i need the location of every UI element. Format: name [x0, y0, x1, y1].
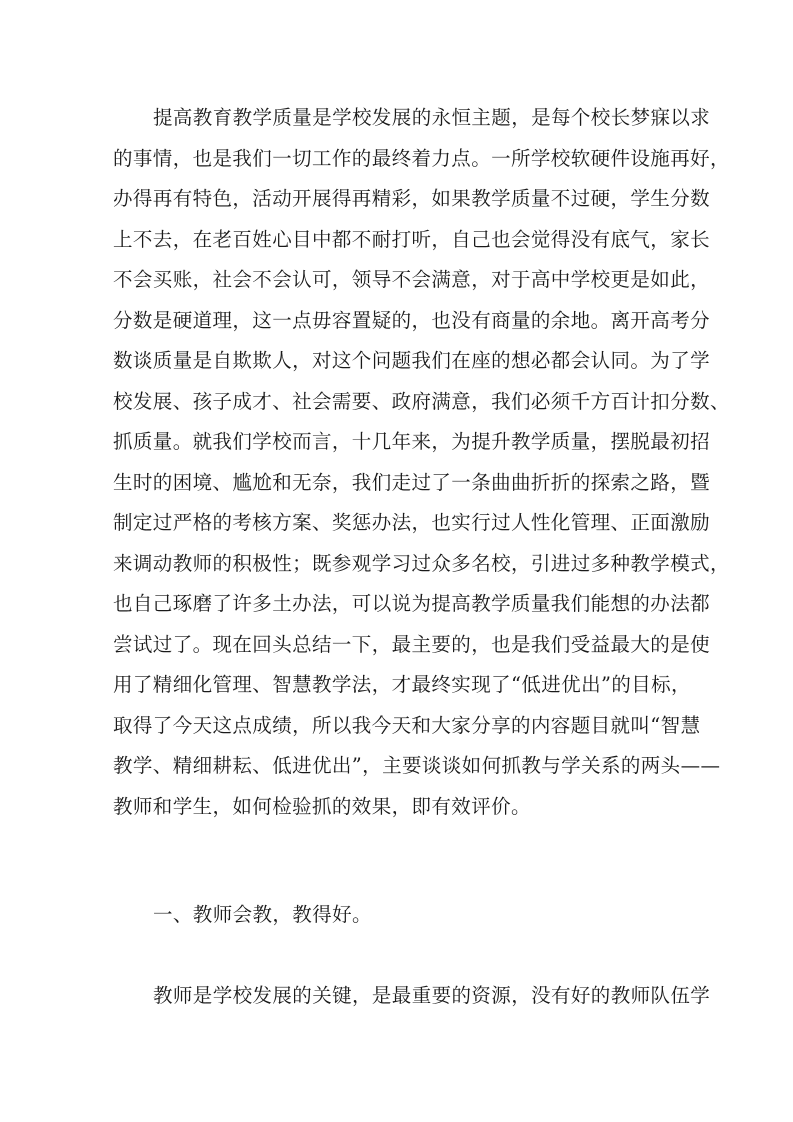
paragraph-line: 教师和学生，如何检验抓的效果，即有效评价。 — [113, 794, 531, 818]
paragraph-line: 校发展、孩子成才、社会需要、政府满意，我们必须千方百计扣分数、 — [113, 389, 730, 413]
paragraph-line: 的事情，也是我们一切工作的最终着力点。一所学校软硬件设施再好， — [113, 146, 730, 170]
paragraph-line: 用了精细化管理、智慧教学法，才最终实现了“低进优出”的目标， — [113, 673, 691, 696]
section-paragraph — [113, 976, 711, 1017]
section-heading — [113, 895, 683, 936]
paragraph-line: 教学、精细耕耘、低进优出”，主要谈谈如何抓教与学关系的两头—— — [113, 754, 721, 777]
paragraph-line: 抓质量。就我们学校而言，十几年来，为提升教学质量，摆脱最初招 — [113, 430, 711, 453]
paragraph-line: 来调动教师的积极性；既参观学习过众多名校，引进过多种教学模式， — [113, 551, 730, 575]
paragraph-line: 分数是硬道理，这一点毋容置疑的，也没有商量的余地。离开高考分 — [113, 308, 711, 332]
section-heading-text: 一、教师会教，教得好。 — [153, 903, 372, 926]
paragraph-line: 不会买账，社会不会认可，领导不会满意，对于高中学校更是如此， — [113, 268, 711, 291]
paragraph-line: 办得再有特色，活动开展得再精彩，如果教学质量不过硬，学生分数 — [113, 187, 711, 210]
paragraph-line: 数谈质量是自欺欺人，对这个问题我们在座的想必都会认同。为了学 — [113, 349, 711, 372]
paragraph-line: 取得了今天这点成绩，所以我今天和大家分享的内容题目就叫“智慧 — [113, 713, 701, 737]
paragraph-line: 生时的困境、尴尬和无奈，我们走过了一条曲曲折折的探索之路，暨 — [113, 470, 711, 494]
paragraph-line: 制定过严格的考核方案、奖惩办法，也实行过人性化管理、正面激励 — [113, 511, 711, 534]
paragraph-line: 上不去，在老百姓心目中都不耐打听，自己也会觉得没有底气，家长 — [113, 227, 711, 251]
paragraph-line: 提高教育教学质量是学校发展的永恒主题，是每个校长梦寐以求 — [153, 106, 711, 129]
paragraph-line: 也自己琢磨了许多土办法，可以说为提高教学质量我们能想的办法都 — [113, 592, 711, 615]
paragraph-line: 尝试过了。现在回头总结一下，最主要的，也是我们受益最大的是使 — [113, 632, 711, 656]
paragraph-line: 教师是学校发展的关键，是最重要的资源，没有好的教师队伍学 — [153, 984, 711, 1007]
intro-paragraph — [113, 98, 730, 827]
